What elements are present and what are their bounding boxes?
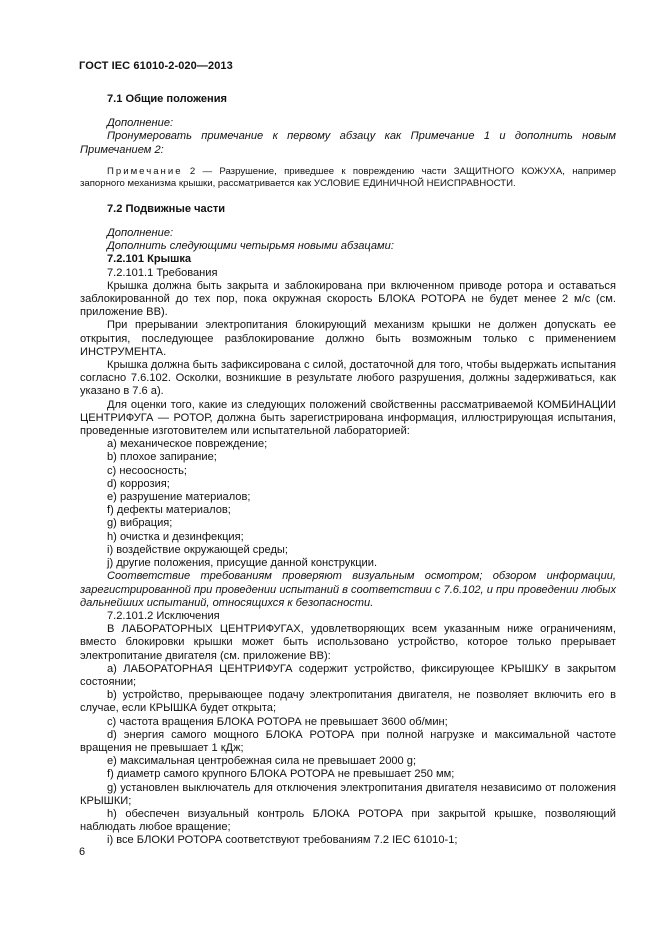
list-item: b) плохое запирание;	[107, 451, 217, 464]
list-item: i) все БЛОКИ РОТОРА соответствуют требованиям 7.2 IEC 61010-1;	[107, 834, 458, 847]
list-item: f) дефекты материалов;	[107, 504, 231, 517]
list-item: g) вибрация;	[107, 517, 173, 530]
section-7-2-heading: 7.2 Подвижные части	[107, 202, 226, 215]
paragraph-lid-locked: Крышка должна быть закрыта и заблокирована при включенном приводе ротора и оставаться заблокированной до тех пор, пока окружная скорость БЛОКА РОТОРА не будет менее 2 м/с (см. приложение ВВ).	[80, 279, 616, 319]
page-number: 6	[79, 846, 86, 858]
list-item: e) разрушение материалов;	[107, 491, 251, 504]
list-item: j) другие положения, присущие данной конструкции.	[107, 557, 378, 570]
section-7-2-101-2-title: 7.2.101.2 Исключения	[107, 609, 220, 622]
list-item: d) энергия самого мощного БЛОКА РОТОРА при полной нагрузке и максимальной частоте вращения не превышает 1 кДж;	[80, 728, 616, 754]
section-7-1-instruction: Пронумеровать примечание к первому абзацу как Примечание 1 и дополнить новым Примечанием 2:	[80, 130, 616, 156]
list-item: d) коррозия;	[107, 477, 170, 490]
list-item: e) максимальная центробежная сила не превышает 2000 g;	[107, 755, 417, 768]
paragraph-power-interruption: При прерывании электропитания блокирующий механизм крышки не должен допускать ее открытия, последующее разблокирование должно быть возможным только с применением ИНСТРУМЕНТА.	[80, 319, 616, 358]
list-item: i) воздействие окружающей среды;	[107, 543, 288, 556]
section-7-2-instruction: Дополнить следующими четырьмя новыми абзацами:	[107, 240, 394, 253]
section-7-1-heading: 7.1 Общие положения	[107, 93, 228, 105]
paragraph-evaluation: Для оценки того, какие из следующих положений свойственны рассматриваемой КОМБИНАЦИИ ЦЕНТРИФУГА — РОТОР, должна быть зарегистрирована информация, иллюстрирующая испытания, проведенные изготовителем или испытательной лабораторией:	[80, 398, 616, 438]
list-item: b) устройство, прерывающее подачу электропитания двигателя, не позволяет включить его в случае, если КРЫШКА будет открыта;	[80, 689, 616, 715]
conditions-list	[80, 438, 616, 570]
document-body	[80, 93, 616, 848]
list-item: c) несоосность;	[107, 464, 187, 477]
list-item: h) обеспечен визуальный контроль БЛОКА РОТОРА при закрытой крышке, позволяющий наблюдать любое вращение;	[80, 807, 616, 834]
section-7-2-101-1-title: 7.2.101.1 Требования	[107, 266, 218, 279]
paragraph-exceptions: В ЛАБОРАТОРНЫХ ЦЕНТРИФУГАХ, удовлетворяющих всем указанным ниже ограничениям, вместо блокировки крышки может быть использовано устройство, которое только прерывает электропитание двигателя (см. приложение ВВ):	[80, 623, 616, 662]
restrictions-list	[80, 663, 616, 848]
list-item: c) частота вращения БЛОКА РОТОРА не превышает 3600 об/мин;	[107, 715, 448, 728]
list-item: h) очистка и дезинфекция;	[107, 530, 244, 543]
list-item: g) установлен выключатель для отключения электропитания двигателя независимо от положения КРЫШКИ;	[80, 781, 616, 807]
document-header: ГОСТ IEC 61010-2-020—2013	[79, 60, 233, 72]
paragraph-lid-force: Крышка должна быть зафиксирована с силой, достаточной для того, чтобы выдержать испытания согласно 7.6.102. Осколки, возникшие в результате любого разрушения, должны задерживаться, как указано в 7.6 а).	[80, 359, 616, 398]
note-label: Примечание	[107, 165, 183, 177]
note-text: 2 — Разрушение, приведшее к повреждению части ЗАЩИТНОГО КОЖУХА, например запорного механизма крышки, рассматривается как УСЛОВИЕ ЕДИНИЧНОЙ НЕИСПРАВНОСТИ.	[80, 165, 616, 189]
section-7-1-note	[80, 166, 616, 190]
section-7-2-supplement: Дополнение:	[107, 227, 174, 240]
list-item: f) диаметр самого крупного БЛОКА РОТОРА не превышает 250 мм;	[107, 768, 455, 781]
section-7-2-101-heading: 7.2.101 Крышка	[107, 253, 192, 266]
list-item: а) механическое повреждение;	[107, 438, 268, 451]
list-item: а) ЛАБОРАТОРНАЯ ЦЕНТРИФУГА содержит устройство, фиксирующее КРЫШКУ в закрытом состоянии;	[80, 662, 616, 688]
compliance-paragraph: Соответствие требованиям проверяют визуальным осмотром; обзором информации, зарегистрированной при проведении испытаний в соответствии с 7.6.102, и при проведении любых дальнейших испытаний, относящихся к безопасности.	[80, 570, 616, 609]
section-7-1-supplement: Дополнение:	[107, 117, 174, 130]
